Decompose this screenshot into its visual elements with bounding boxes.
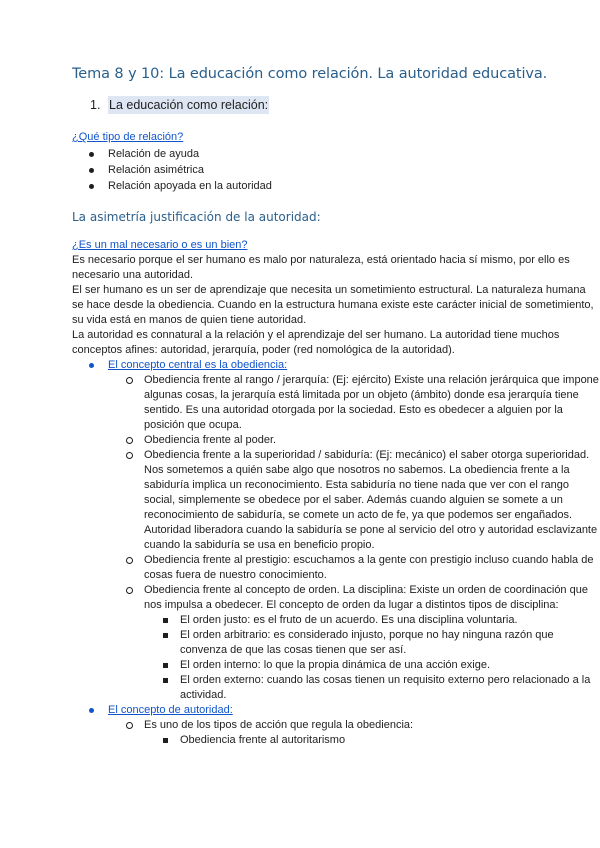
list-item: Relación asimétrica — [72, 163, 600, 178]
section-label: La educación como relación: — [109, 98, 269, 112]
page-title: Tema 8 y 10: La educación como relación. La autoridad educativa. — [72, 66, 548, 82]
list-item: Relación de ayuda — [72, 147, 600, 162]
list-item: El orden interno: lo que la propia dinámica de una acción exige. — [144, 658, 600, 673]
authority-sublist — [144, 733, 600, 748]
list-item-authority — [72, 703, 600, 748]
question-relation-type[interactable]: ¿Qué tipo de relación? — [72, 131, 184, 143]
list-item: Obediencia frente al prestigio: escuchamos a la gente con prestigio incluso cuando habla de cosas fuera de nuestro conocimiento. — [108, 553, 600, 583]
authority-item-text: Es uno de los tipos de acción que regula la obediencia: — [144, 719, 414, 731]
list-item — [108, 718, 600, 748]
list-item-order — [108, 583, 600, 703]
list-item: Obediencia frente al autoritarismo — [144, 733, 600, 748]
obedience-concept-link[interactable]: El concepto central es la obediencia: — [108, 359, 288, 371]
list-item: Obediencia frente a la superioridad / sabiduría: (Ej: mecánico) el saber otorga superioridad. Nos sometemos a quién sabe algo que nosotros no sabemos. La obediencia frente a la sabiduría implica un reconocimiento. Esta sabiduría no tiene nada que ver con el rango social, simplemente se obedece por el saber. Además cuando alguien se somete a un reconocimiento de sabiduría, se comete un acto de fe, ya que podemos ser engañados. Autoridad liberadora cuando la sabiduría se pone al servicio del otro y autoridad esclavizante cuando la sabiduría se usa en beneficio propio. — [108, 448, 600, 553]
subheading-asymmetry: La asimetría justificación de la autoridad: — [72, 210, 321, 224]
list-item: Relación apoyada en la autoridad — [72, 179, 600, 194]
list-item: Obediencia frente al rango / jerarquía: (Ej: ejército) Existe una relación jerárquica que impone algunas cosas, la jerarquía está limitada por un objeto (ámbito) donde esa jerarquía tiene sentido. Es una autoridad otorgada por la sociedad. Esto es obedecer a alguien por la posición que ocupa. — [108, 373, 600, 433]
relation-type-list — [72, 147, 600, 194]
paragraph: La autoridad es connatural a la relación y el aprendizaje del ser humano. La autoridad tiene muchos conceptos afines: autoridad, jerarquía, poder (red nomológica de la autoridad). — [72, 329, 560, 356]
list-item-obedience — [72, 358, 600, 703]
obedience-types-list — [108, 373, 600, 703]
section-number: 1. — [90, 98, 101, 112]
paragraph: El ser humano es un ser de aprendizaje que necesita un sometimiento estructural. La naturaleza humana se hace desde la obediencia. Cuando en la estructura humana existe este carácter inicial de sometimiento, su vida está en manos de quien tiene autoridad. — [72, 284, 594, 326]
list-item: Obediencia frente al poder. — [108, 433, 600, 448]
concepts-list — [72, 358, 600, 748]
order-types-list — [144, 613, 600, 703]
list-item: El orden arbitrario: es considerado injusto, porque no hay ninguna razón que convenza de que las cosas tienen que ser así. — [144, 628, 600, 658]
order-text: Obediencia frente al concepto de orden. La disciplina: Existe un orden de coordinación que nos impulsa a obedecer. El concepto de orden da lugar a distintos tipos de disciplina: — [144, 584, 588, 611]
list-item: El orden externo: cuando las cosas tienen un requisito externo pero relacionado a la actividad. — [144, 673, 600, 703]
question-necessary-evil[interactable]: ¿Es un mal necesario o es un bien? — [72, 239, 248, 251]
list-item: El orden justo: es el fruto de un acuerdo. Es una disciplina voluntaria. — [144, 613, 600, 628]
authority-list — [108, 718, 600, 748]
section-heading — [90, 96, 600, 114]
paragraph: Es necesario porque el ser humano es malo por naturaleza, está orientado hacia sí mismo, por ello es necesario una autoridad. — [72, 254, 570, 281]
authority-concept-link[interactable]: El concepto de autoridad: — [108, 704, 233, 716]
